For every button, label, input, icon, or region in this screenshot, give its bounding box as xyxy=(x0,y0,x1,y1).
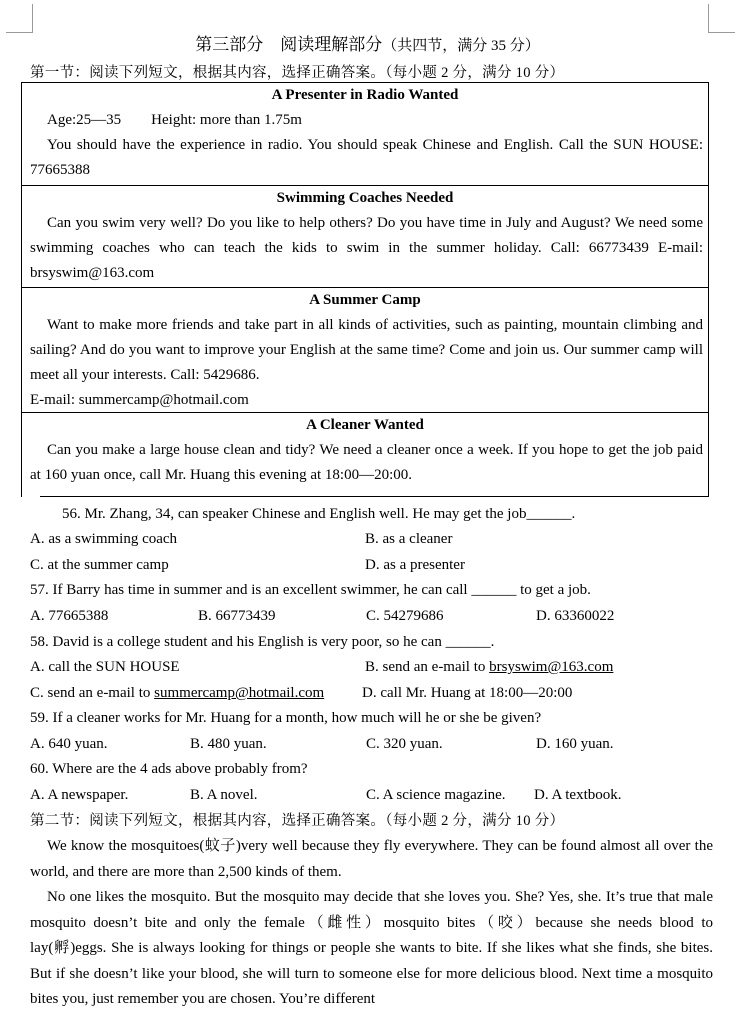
ad-title: A Presenter in Radio Wanted xyxy=(271,87,459,103)
ad-line: Can you make a large house clean and tidy? We need a cleaner once a week. If you hope to get the job paid at 160 yuan once, call Mr. Huang this evening at 18:00—20:00. xyxy=(30,442,703,483)
question-58-option-c xyxy=(30,681,324,706)
option-b-text: B. send an e-mail to xyxy=(365,659,490,675)
part-title: 第三部分 阅读理解部分 xyxy=(195,35,383,54)
question-59-option-b: B. 480 yuan. xyxy=(190,736,267,752)
question-60-option-b: B. A novel. xyxy=(190,787,258,803)
question-56-option-c: C. at the summer camp xyxy=(30,557,169,573)
ad-title: A Summer Camp xyxy=(309,292,421,308)
question-59-option-c: C. 320 yuan. xyxy=(366,736,443,752)
box-corner-gap xyxy=(22,490,40,502)
question-60-stem: 60. Where are the 4 ads above probably from? xyxy=(30,761,308,777)
question-56-stem: 56. Mr. Zhang, 34, can speaker Chinese and English well. He may get the job______. xyxy=(62,506,576,522)
swim-email-link: brsyswim@163.com xyxy=(489,659,614,675)
camp-email-link: summercamp@hotmail.com xyxy=(154,685,325,701)
ad-title: Swimming Coaches Needed xyxy=(276,190,454,206)
question-57-stem: 57. If Barry has time in summer and is an excellent swimmer, he can call ______ to get a job. xyxy=(30,582,591,598)
ad-summer-camp xyxy=(22,288,708,413)
ad-line: E-mail: summercamp@hotmail.com xyxy=(30,392,249,408)
section-2-instruction: 第二节：阅读下列短文，根据其内容，选择正确答案。（每小题 2 分，满分 10 分） xyxy=(30,813,565,829)
passage-paragraph-2: No one likes the mosquito. But the mosquito may decide that she loves you. She? Yes, she. It’s true that male mosquito doesn’t bite and only the female（雌性）mosquito bites（咬）because she needs blood to lay(孵)eggs. She is always looking for things or people she wants to bite. If she likes what she finds, she bites. But if she doesn’t like your blood, she will turn to someone else for more delicious blood. Next time a mosquito bites you, just remember you are chosen. You’re different xyxy=(30,889,713,1007)
section-1-instruction: 第一节：阅读下列短文，根据其内容，选择正确答案。（每小题 2 分，满分 10 分） xyxy=(30,65,565,81)
question-58-option-d: D. call Mr. Huang at 18:00—20:00 xyxy=(362,685,573,701)
question-58-option-a: A. call the SUN HOUSE xyxy=(30,659,180,675)
question-56-option-a: A. as a swimming coach xyxy=(30,531,178,547)
ads-box xyxy=(21,82,709,497)
option-c-text: C. send an e-mail to xyxy=(30,685,155,701)
question-58-stem: 58. David is a college student and his English is very poor, so he can ______. xyxy=(30,634,495,650)
question-57-option-b: B. 66773439 xyxy=(198,608,276,624)
ad-line: Age:25—35 Height: more than 1.75m xyxy=(47,112,302,128)
part-note: （共四节，满分 35 分） xyxy=(382,38,540,54)
part-heading xyxy=(0,30,735,55)
question-60-option-c: C. A science magazine. xyxy=(366,787,506,803)
ad-title: A Cleaner Wanted xyxy=(306,417,424,433)
question-58-option-b xyxy=(365,655,613,680)
corner-mark-right xyxy=(708,4,735,33)
question-56-option-b: B. as a cleaner xyxy=(365,531,453,547)
corner-mark-left xyxy=(6,4,33,33)
question-60-option-d: D. A textbook. xyxy=(534,787,622,803)
question-57-option-c: C. 54279686 xyxy=(366,608,444,624)
ad-line: Want to make more friends and take part in all kinds of activities, such as painting, mountain climbing and sailing? And do you want to improve your English at the same time? Come and join us. Our summer camp will meet all your interests. Call: 5429686. xyxy=(30,317,703,383)
ad-presenter xyxy=(22,83,708,186)
question-59-stem: 59. If a cleaner works for Mr. Huang for a month, how much will he or she be given? xyxy=(30,710,542,726)
question-59-option-a: A. 640 yuan. xyxy=(30,736,108,752)
ad-line: Can you swim very well? Do you like to help others? Do you have time in July and August? We need some swimming coaches who can teach the kids to swim in the summer holiday. Call: 66773439 E-mail: brsyswim@163.com xyxy=(30,215,703,281)
passage-paragraph-1: We know the mosquitoes(蚊子)very well because they fly everywhere. They can be found almost all over the world, and there are more than 2,500 kinds of them. xyxy=(30,838,713,880)
question-57-option-a: A. 77665388 xyxy=(30,608,109,624)
ad-swimming-coaches xyxy=(22,186,708,288)
question-60-option-a: A. A newspaper. xyxy=(30,787,129,803)
question-57-option-d: D. 63360022 xyxy=(536,608,615,624)
question-59-option-d: D. 160 yuan. xyxy=(536,736,614,752)
ad-line: You should have the experience in radio. You should speak Chinese and English. Call the SUN HOUSE: 77665388 xyxy=(30,137,703,178)
ad-cleaner xyxy=(22,413,708,496)
question-56-option-d: D. as a presenter xyxy=(365,557,465,573)
